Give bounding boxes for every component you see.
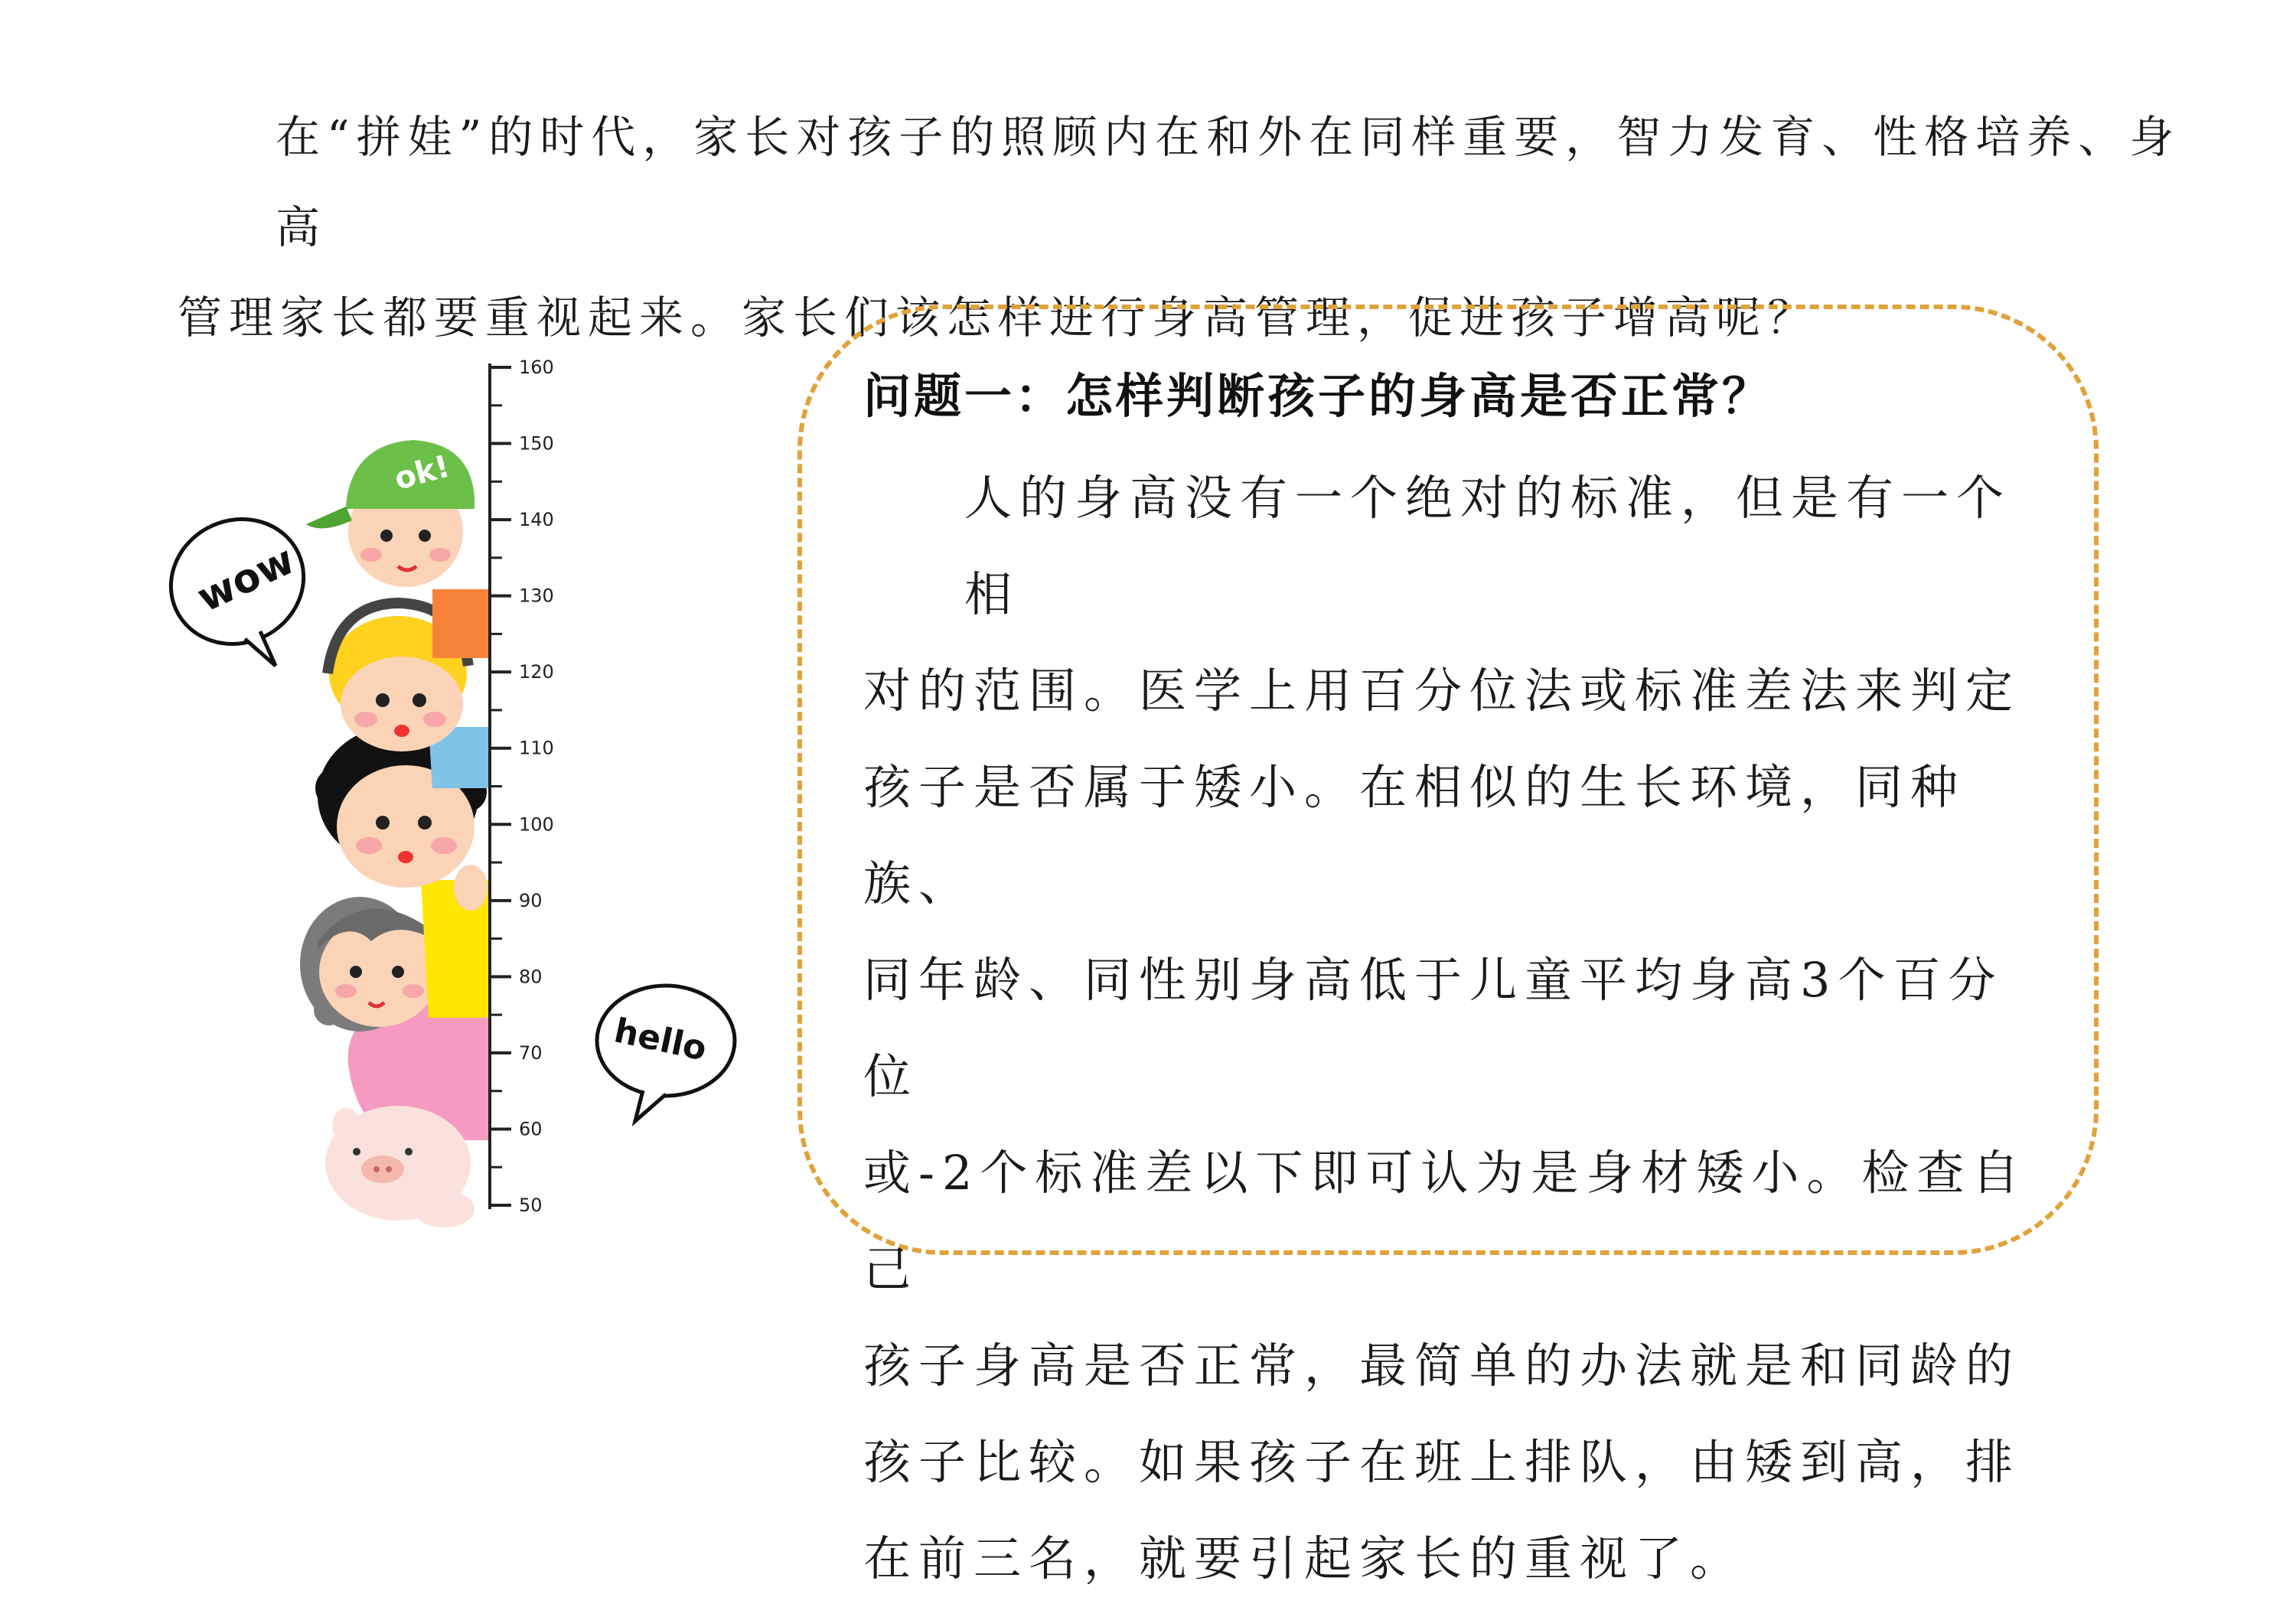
ruler-tick-label: 130: [519, 585, 554, 607]
answer-line: 在前三名，就要引起家长的重视了。: [863, 1530, 1746, 1586]
ruler-tick-label: 120: [519, 661, 554, 683]
height-ruler: [490, 357, 554, 1216]
ruler-tick-label: 160: [519, 357, 554, 378]
answer-line: 或-2个标准差以下即可认为是身材矮小。检查自己: [863, 1145, 2027, 1297]
answer-line: 对的范围。医学上用百分位法或标准差法来判定: [863, 663, 2021, 719]
wow-text: wow: [191, 536, 302, 621]
ruler-tick-label: 100: [519, 813, 554, 836]
answer-line: 同年龄、同性别身高低于儿童平均身高3个百分位: [863, 952, 2004, 1104]
question-title: 问题一：怎样判断孩子的身高是否正常？: [863, 368, 1773, 424]
intro-line-2: 管理家长都要重视起来。家长们该怎样进行身高管理，促进孩子增高呢？: [178, 292, 1819, 344]
hello-speech-bubble-icon: [597, 986, 735, 1121]
ruler-tick-label: 140: [519, 509, 554, 531]
hello-text: hello: [611, 1011, 710, 1069]
ruler-tick-label: 60: [519, 1118, 543, 1140]
answer-line: 孩子比较。如果孩子在班上排队，由矮到高，排: [863, 1434, 2021, 1490]
ruler-tick-label: 150: [519, 432, 554, 455]
ruler-tick-label: 70: [519, 1041, 543, 1064]
cap-text: ok!: [390, 448, 454, 497]
ruler-tick-label: 90: [519, 889, 543, 911]
intro-line-1: 在“拼娃”的时代，家长对孩子的照顾内在和外在同样重要，智力发育、性格培养、身高: [276, 111, 2181, 253]
question-answer: [863, 450, 2057, 1607]
answer-line: 孩子是否属于矮小。在相似的生长环境，同种族、: [863, 759, 1966, 911]
ruler-tick-label: 50: [519, 1195, 543, 1216]
ruler-tick-label: 80: [519, 966, 543, 988]
answer-line: 人的身高没有一个绝对的标准，但是有一个相: [964, 470, 2012, 622]
wow-speech-bubble-icon: [168, 497, 325, 666]
ruler-tick-label: 110: [519, 737, 554, 759]
answer-line: 孩子身高是否正常，最简单的办法就是和同龄的: [863, 1338, 2021, 1393]
height-chart-illustration: [168, 329, 781, 1232]
